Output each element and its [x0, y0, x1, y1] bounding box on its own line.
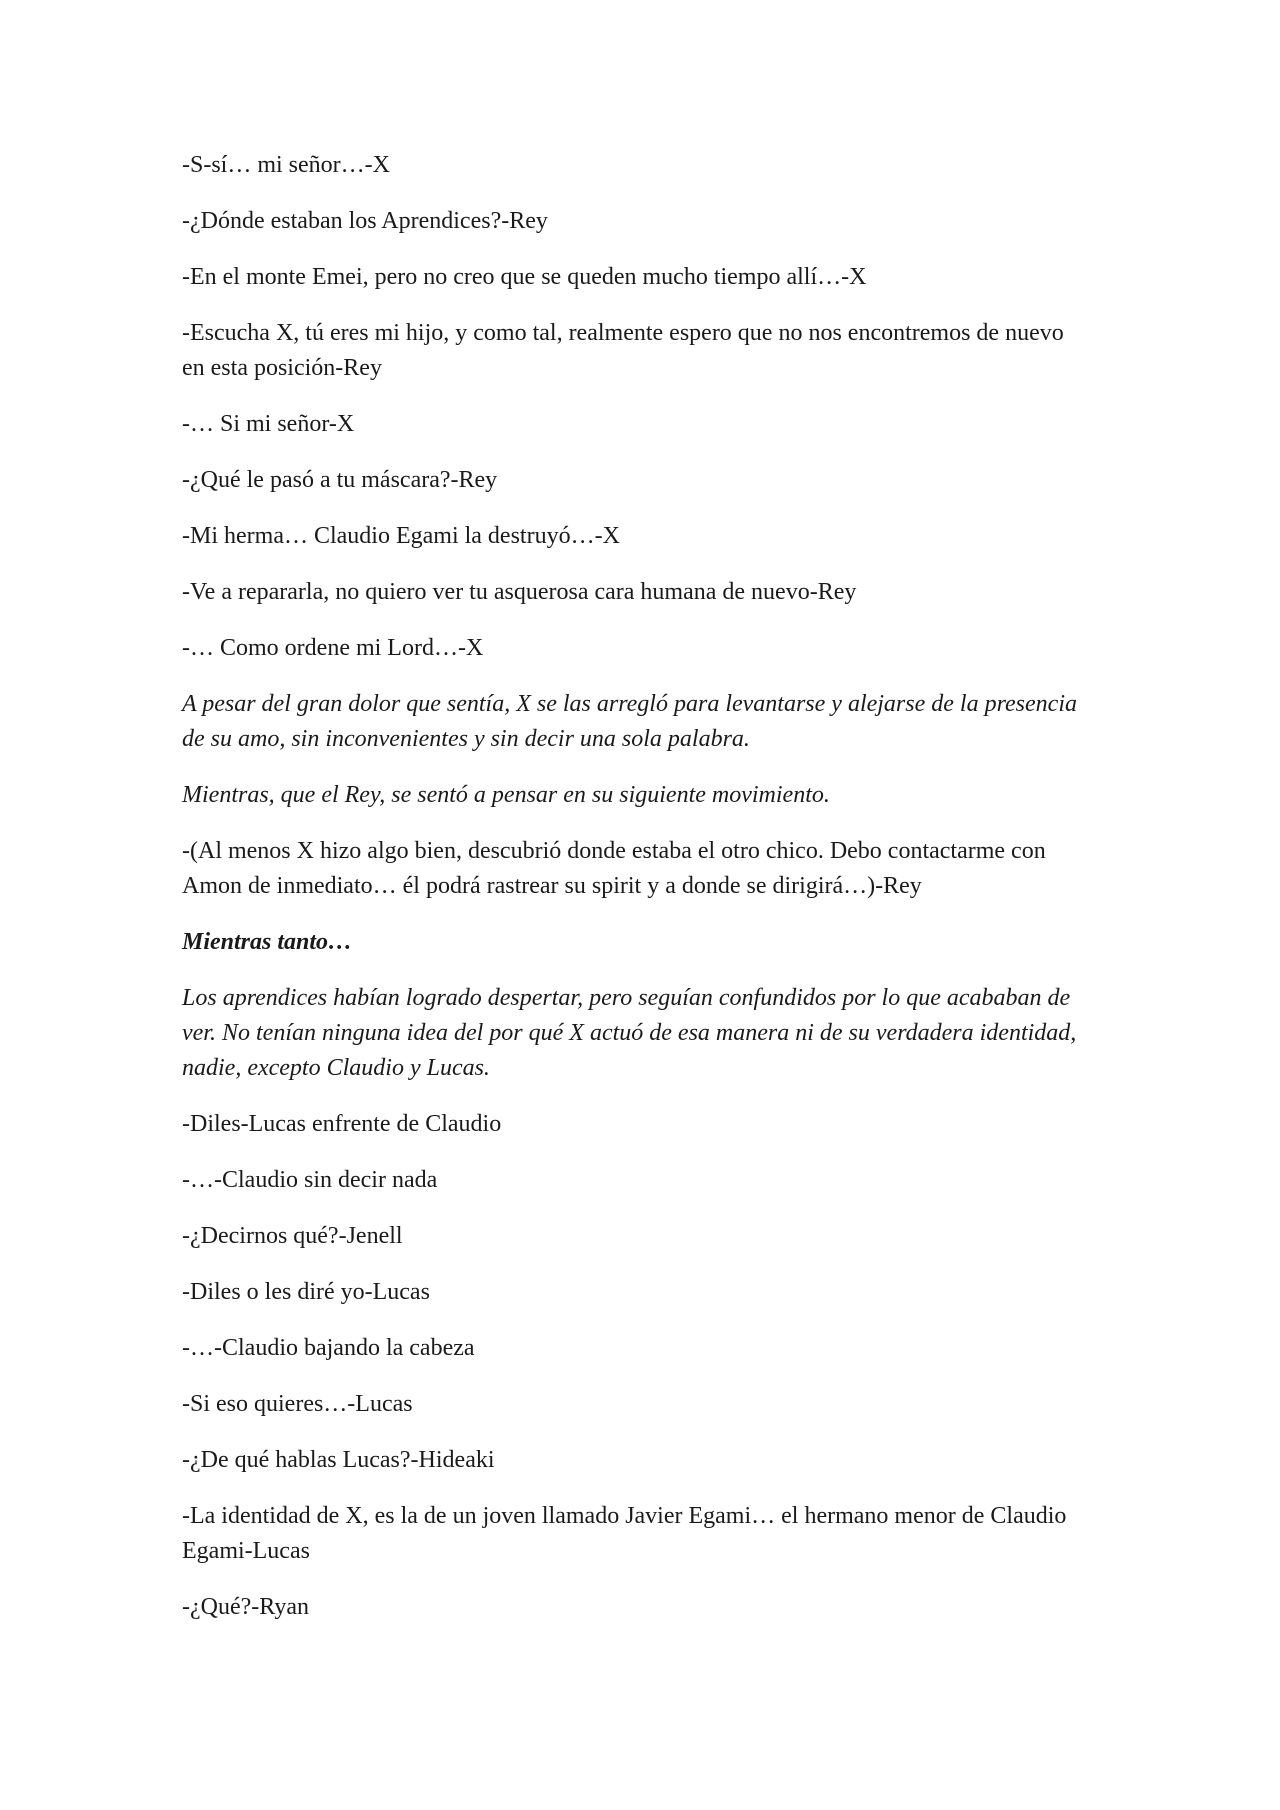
paragraph: -La identidad de X, es la de un joven llamado Javier Egami… el hermano menor de Claudio Egami-Lucas — [182, 1503, 1067, 1564]
paragraph: -¿Dónde estaban los Aprendices?-Rey — [182, 208, 548, 234]
paragraph: -Escucha X, tú eres mi hijo, y como tal, realmente espero que no nos encontremos de nuevo en esta posición-Rey — [182, 320, 1064, 381]
paragraph: -Diles-Lucas enfrente de Claudio — [182, 1111, 502, 1137]
paragraph: -… Si mi señor-X — [182, 411, 355, 437]
paragraph: -Ve a repararla, no quiero ver tu asquerosa cara humana de nuevo-Rey — [182, 579, 857, 605]
paragraph: -¿De qué hablas Lucas?-Hideaki — [182, 1447, 495, 1473]
paragraph: -(Al menos X hizo algo bien, descubrió donde estaba el otro chico. Debo contactarme con Amon de inmediato… él podrá rastrear su spirit y a donde se dirigirá…)-Rey — [182, 838, 1046, 899]
document-body — [182, 148, 1082, 1646]
paragraph: -En el monte Emei, pero no creo que se queden mucho tiempo allí…-X — [182, 264, 867, 290]
narration-paragraph: Los aprendices habían logrado despertar, pero seguían confundidos por lo que acababan de ver. No tenían ninguna idea del por qué X actuó de esa manera ni de su verdadera identidad, nadie, excepto Claudio y Lucas. — [182, 985, 1077, 1081]
paragraph: -…-Claudio sin decir nada — [182, 1167, 438, 1193]
paragraph: -S-sí… mi señor…-X — [182, 152, 390, 178]
narration-paragraph: Mientras, que el Rey, se sentó a pensar en su siguiente movimiento. — [182, 782, 830, 808]
paragraph: -Mi herma… Claudio Egami la destruyó…-X — [182, 523, 620, 549]
paragraph: -¿Qué le pasó a tu máscara?-Rey — [182, 467, 498, 493]
narration-paragraph: A pesar del gran dolor que sentía, X se las arregló para levantarse y alejarse de la presencia de su amo, sin inconvenientes y sin decir una sola palabra. — [182, 691, 1077, 752]
paragraph: -¿Decirnos qué?-Jenell — [182, 1223, 403, 1249]
paragraph: -… Como ordene mi Lord…-X — [182, 635, 484, 661]
scene-heading: Mientras tanto… — [182, 929, 353, 955]
paragraph: -¿Qué?-Ryan — [182, 1594, 309, 1620]
paragraph: -Si eso quieres…-Lucas — [182, 1391, 413, 1417]
paragraph: -Diles o les diré yo-Lucas — [182, 1279, 430, 1305]
paragraph: -…-Claudio bajando la cabeza — [182, 1335, 475, 1361]
